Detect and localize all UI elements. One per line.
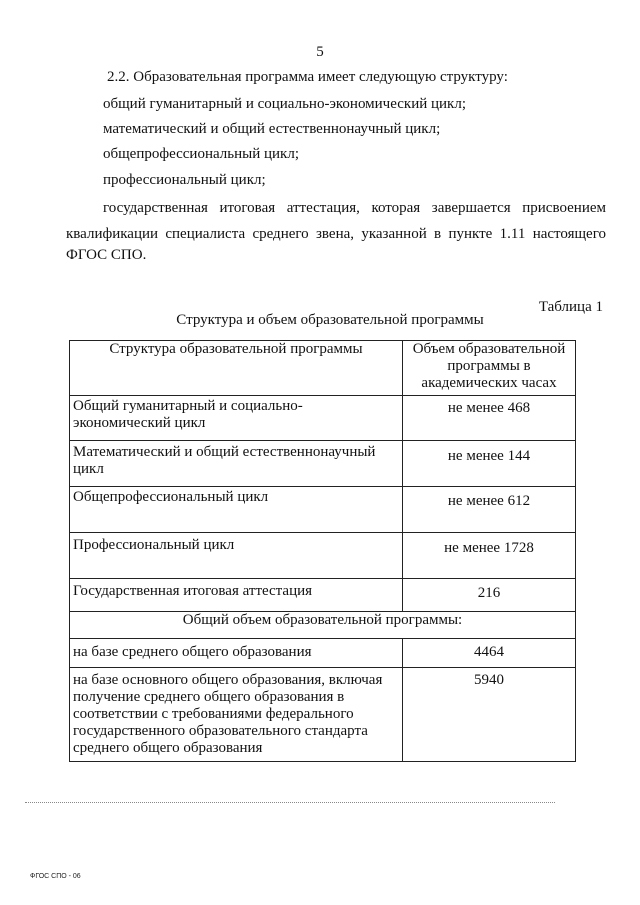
page-number: 5 bbox=[316, 44, 324, 60]
structure-table bbox=[69, 340, 576, 762]
table-cell-value: 5940 bbox=[403, 668, 576, 762]
table-cell-name: Общий гуманитарный и социально-экономический цикл bbox=[70, 396, 403, 441]
table-row bbox=[70, 441, 576, 487]
table-cell-name: Математический и общий естественнонаучный цикл bbox=[70, 441, 403, 487]
table-label: Таблица 1 bbox=[538, 299, 603, 315]
table-header-cell: Структура образовательной программы bbox=[70, 341, 403, 396]
table-cell-value: 216 bbox=[403, 579, 576, 612]
table-cell-name: на базе среднего общего образования bbox=[70, 639, 403, 668]
structure-item: профессиональный цикл; bbox=[103, 172, 266, 188]
table-cell-name: Государственная итоговая аттестация bbox=[70, 579, 403, 612]
structure-item: общепрофессиональный цикл; bbox=[103, 146, 299, 162]
table-cell-name: Профессиональный цикл bbox=[70, 533, 403, 579]
table-cell-value: не менее 1728 bbox=[403, 533, 576, 579]
table-cell-name: Общепрофессиональный цикл bbox=[70, 487, 403, 533]
paragraph-line: ФГОС СПО. bbox=[66, 247, 147, 263]
table-header-row bbox=[70, 341, 576, 396]
footer-code: ФГОС СПО - 06 bbox=[30, 873, 81, 880]
paragraph-line: квалификации специалиста среднего звена, указанной в пункте 1.11 настоящего bbox=[66, 226, 606, 242]
table-row bbox=[70, 579, 576, 612]
table-title: Структура и объем образовательной программы bbox=[176, 312, 484, 328]
table-cell-value: 4464 bbox=[403, 639, 576, 668]
dotted-divider bbox=[25, 802, 555, 804]
table-row bbox=[70, 639, 576, 668]
table-row bbox=[70, 668, 576, 762]
table-cell-value: не менее 612 bbox=[403, 487, 576, 533]
table-total-heading: Общий объем образовательной программы: bbox=[70, 612, 576, 639]
structure-item: общий гуманитарный и социально-экономический цикл; bbox=[103, 96, 466, 112]
table-cell-name: на базе основного общего образования, включая получение среднего общего образования в соответствии с требованиями федерального государственного образовательного стандарта среднего общего образования bbox=[70, 668, 403, 762]
table-row bbox=[70, 487, 576, 533]
table-row bbox=[70, 396, 576, 441]
table-total-heading-row bbox=[70, 612, 576, 639]
table-row bbox=[70, 533, 576, 579]
paragraph-line: государственная итоговая аттестация, которая завершается присвоением bbox=[103, 200, 606, 216]
table-cell-value: не менее 144 bbox=[403, 441, 576, 487]
table-header-cell: Объем образовательной программы в академических часах bbox=[403, 341, 576, 396]
structure-item: математический и общий естественнонаучный цикл; bbox=[103, 121, 441, 137]
section-heading: 2.2. Образовательная программа имеет следующую структуру: bbox=[107, 69, 508, 85]
table-cell-value: не менее 468 bbox=[403, 396, 576, 441]
